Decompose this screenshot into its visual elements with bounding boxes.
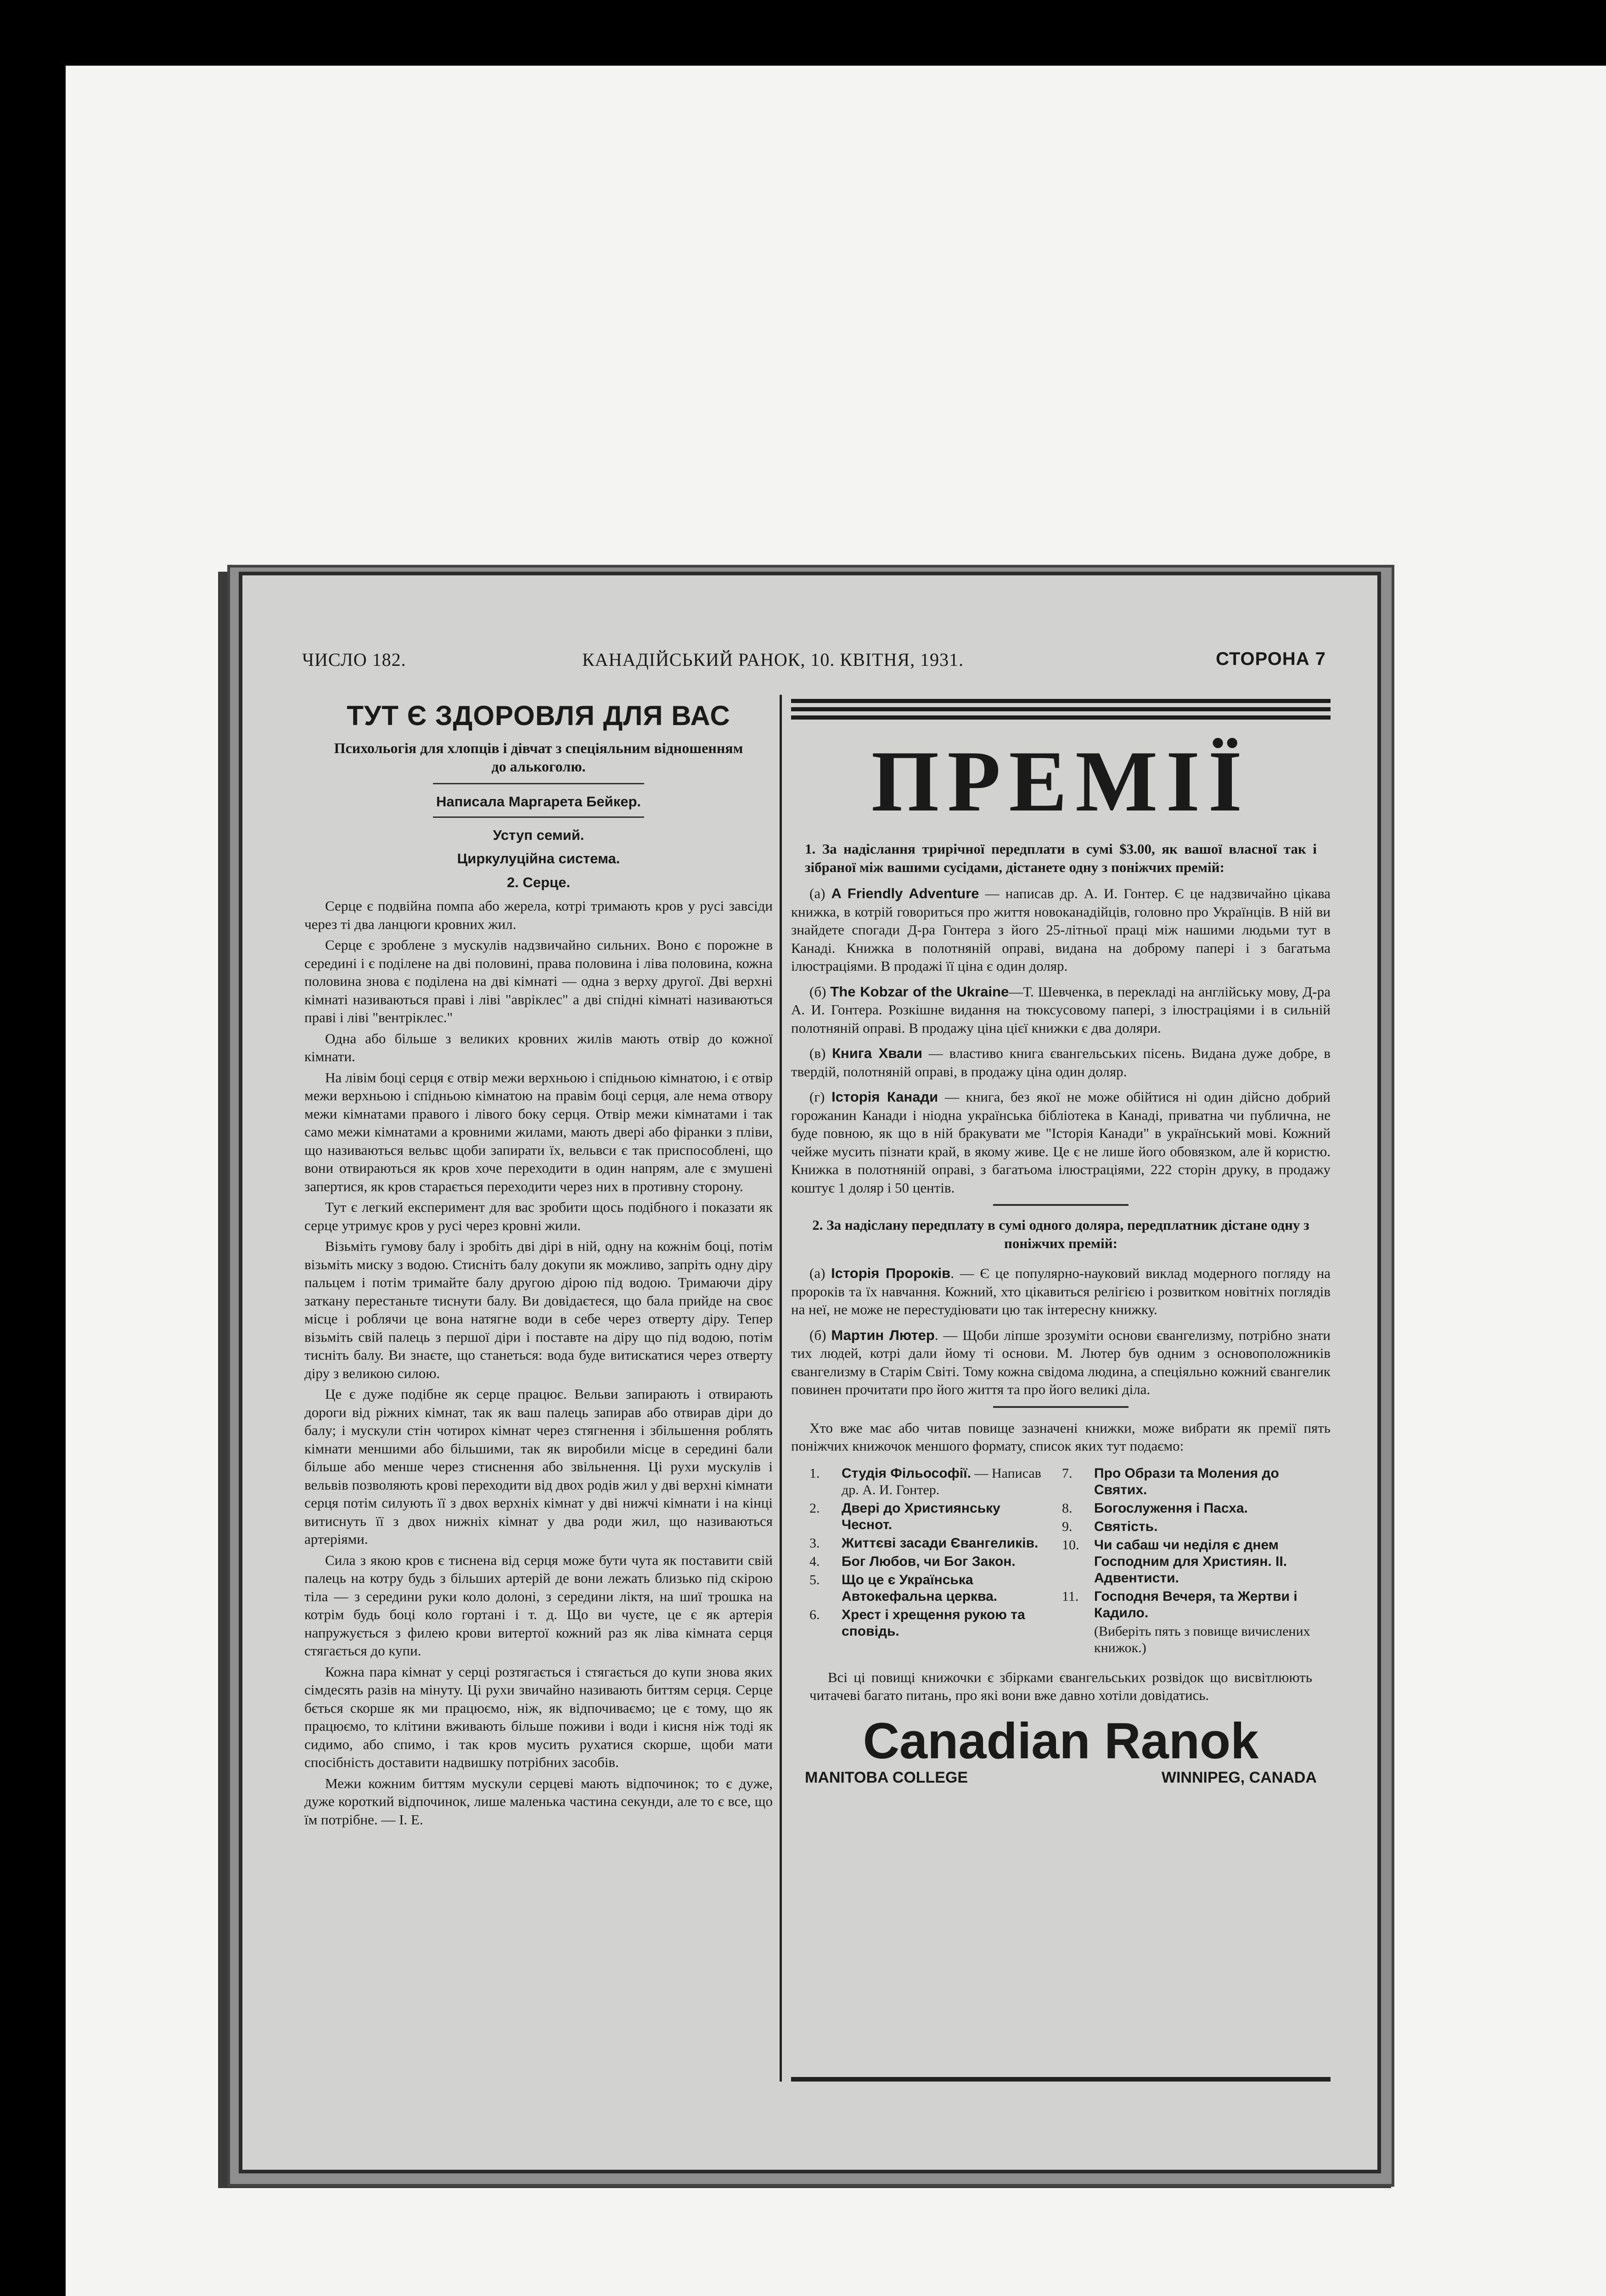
section-rule — [993, 1204, 1129, 1206]
booklet-list-right — [1062, 1465, 1319, 1658]
booklet-list-left — [809, 1465, 1048, 1658]
article-paragraph: Одна або більше з великих кровних жилів мають отвір до кожної кімнати. — [304, 1030, 773, 1064]
column-divider — [780, 695, 782, 2082]
brand-address — [805, 1769, 1317, 1787]
title-rule — [433, 783, 644, 784]
article-paragraph: Кожна пара кімнат у серці розтягається і стягається до купи знова яких сімдесять разів на мінуту. Ці рухи звичайно називають биттям серця. Серце бється скорше як ми працюємо, ніж, як відпочиваємо; це є тому, що як працюємо, то клітини вживають більше поживи і води і кисня ніж тоді як сидимо, або спимо, і так кров мусить рухатися скорше, щоби мати спосібність доставити надвишку потрібних засобів. — [304, 1663, 773, 1770]
list-item: 7. Про Образи та Моления до Святих. — [1062, 1465, 1279, 1497]
article-paragraph: На лівім боці серця є отвір межи верхньою і спідньою кімнатою, і є отвір межи верхньою і спідньою кімнатою на правім боці серця, але нема отвору межи кімнатами правого і лівого боку серця. Отвір межи кімнатами і так само межи кімнатами а кровними жилами, мають двері або фіранки з пліви, що називаються вельвс щоби запирати їх, вельвси є так приспособлені, що вони отвираються як кров хоче переходити в один напрям, але є змушені запертися, як кров старається переходити через них в противну сторону. — [304, 1069, 773, 1194]
list-item: 4. Бог Любов, чи Бог Закон. — [809, 1553, 1016, 1569]
list-item: 1. Студія Фільософії. — Написав др. А. И. Гонтер. — [809, 1465, 1041, 1497]
list-item: 10. Чи сабаш чи неділя є днем Господним для Християн. II. Адвентисти. — [1062, 1537, 1287, 1586]
article-paragraph: Серце є зроблене з мускулів надзвичайно сильних. Воно є порожне в середині і є поділене на дві половині, права половина і ліва половина, кожна половина знова є поділена на дві кімнаті — одна з верху другої. Дві верхні кімнаті називаються праві і ліві "авріклес" а дві спідні кімнаті називаються праві і ліві "вентріклес." — [304, 937, 773, 1025]
ad-lead: 1. За надіслання трирічної передплати в сумі $3.00, як вашої власної так і зібраної між вашими сусідами, дістанете одну з поніжчих премій: — [805, 841, 1317, 875]
article-paragraph: Межи кожним биттям мускули серцеві мають відпочинок; то є дуже, дуже короткий відпочинок, лише маленька частина секунди, але то є все, що їм потрібне. — І. Е. — [304, 1775, 773, 1828]
ad-bottom-rule — [791, 2077, 1331, 2082]
list-item: 8. Богослуження і Пасха. — [1062, 1500, 1248, 1516]
premium-item: (а) Історія Пророків. — Є це популярно-науковий виклад модерного погляду на пророків та їх навчання. Кожний, хто цікавиться релігією і розвитком новітніх поглядів на неї, не може не перестудіювати цю так інтересну книжку. — [791, 1265, 1331, 1317]
article-subsection: Циркулуційна система. — [457, 850, 620, 867]
ad-title: ПРЕМІЇ — [871, 733, 1251, 830]
issue-number: ЧИСЛО 182. — [302, 649, 406, 670]
list-item: 6. Хрест і хрещення рукою та сповідь. — [809, 1607, 1025, 1639]
list-item: 11. Господня Вечеря, та Жертви і Кадило. — [1062, 1588, 1297, 1621]
article-paragraph: Серце є подвійна помпа або жерела, котрі тримають кров у русі завсіди через ті два ланцюги кровних жил. — [304, 898, 773, 932]
page-header — [302, 649, 1326, 681]
list-item: 2. Двері до Християнську Чеснот. — [809, 1500, 1000, 1532]
article-author: Написала Маргарета Бейкер. — [436, 793, 641, 810]
list-item: 9. Святість. — [1062, 1519, 1158, 1534]
address-right: WINNIPEG, CANADA — [1161, 1768, 1317, 1786]
premium-item: (б) Мартин Лютер. — Щоби ліпше зрозуміти основи євангелизму, потрібно знати тих людей, котрі дали йому ті основи. М. Лютер був одним з основоположників євангелизму в Старім Світі. Тому кожна свідома людина, а спеціяльно кожний євангелик повинен прочитати про його життя та про його великі діла. — [791, 1327, 1331, 1397]
article-subtitle: Психольогія для хлопців і дівчат з спеціяльним відношенням до алькоголю. — [334, 740, 743, 775]
list-item: 5. Що це є Українська Автокефальна церква. — [809, 1572, 998, 1604]
ad-closing: Всі ці повищі книжочки є збірками євангельських розвідок що висвітлюють читачеві багато питань, про які вони вже давно хотіли довідатись. — [809, 1669, 1312, 1703]
booklet-list — [809, 1465, 1331, 1658]
booklet-intro: Хто вже має або читав повище зазначені книжки, може вибрати як премії пять поніжчих книжочок меншого формату, список яких тут подаємо: — [791, 1419, 1331, 1454]
list-item: 3. Життєві засади Євангеликів. — [809, 1535, 1039, 1551]
address-left: MANITOBA COLLEGE — [805, 1768, 968, 1786]
article-paragraph: Це є дуже подібне як серце працює. Вельви запирають і отвирають дороги від ріжних кімнат, так як ваш палець запирав або отвирав діри до балу; і мускули стін чотирох кімнат через стягнення і збільшення роблять кімнати меншими або більшими, так як виробили місце в середині бали більше або менше через стиснення або звільнення. Ці рухи мускулів і вельвів позволяють крові переходити від двох родів жил у дві верхні кімнати серця потім силують її з двох верхніх кімнат у дві нижчі кімнати і на кінці витиснуть її з двох нижніх кімнат у два роди жил, що називаються артеріями. — [304, 1386, 773, 1547]
section-rule — [993, 1406, 1129, 1408]
article-section: Уступ семий. — [493, 827, 584, 843]
author-rule — [433, 816, 644, 818]
ad-section-2: 2. За надіслану передплату в сумі одного доляра, передплатник дістане одну з поніжчих премій: — [812, 1217, 1309, 1251]
brand-name: Canadian Ranok — [863, 1712, 1259, 1769]
premium-ad — [791, 697, 1331, 1787]
article-column — [304, 699, 773, 1831]
masthead: КАНАДІЙСЬКИЙ РАНОК, 10. КВІТНЯ, 1931. — [582, 649, 964, 670]
premium-item: (г) Історія Канади — книга, без якої не може обійтися ні один дійсно добрий горожанин Канади і ніодна українська бібліотека в Канаді, приватна чи публична, не буде повною, як що в ній бракувати ме "Історія Канади" в український мові. Кожний чейже мусить пізнати край, в якому живе. Це є не лише його обовязком, але й користю. Книжка в полотняній оправі, з багатьома ілюстраціями, 222 сторін друку, в продажу коштує 1 доляр і 50 центів. — [791, 1089, 1331, 1196]
premium-item: (а) A Friendly Adventure — написав др. А. И. Гонтер. Є це надзвичайно цікава книжка, в котрій говориться про життя новоканадійців, головно про Українців. В ній ви знайдете спогади Д-ра Гонтера з його 25-літньої праці між нашими людьми тут в Канаді. Книжка в полотняній оправі, видана на доброму папері і з багатьма ілюстраціями. В продажі її ціна є один доляр. — [791, 885, 1331, 974]
article-paragraph: Тут є легкий експеримент для вас зробити щось подібного і показати як серце утримує кров у русі через кровні жили. — [304, 1199, 773, 1233]
article-part: 2. Серце. — [507, 874, 570, 890]
article-paragraph: Сила з якою кров є тиснена від серця може бути чута як поставити свій палець на котру будь з більших артерій де вони лежать близько під скірою тіла — з середини руки коло долоні, з середини ліктя, на шиї трошка на котрім будь боці коло гортані і т. д. Що ви чуєте, це є як артерія напружується з филею крови витертої кожний раз як ліва кімната серця стягається до купи. — [304, 1552, 773, 1659]
newspaper-page — [239, 572, 1381, 2173]
page-number: СТОРОНА 7 — [1216, 649, 1326, 669]
premium-item: (б) The Kobzar of the Ukraine—Т. Шевченка, в перекладі на англійську мову, Д-ра А. И. Гонтера. Розкішне видання на тюксусовому папері, з ілюстраціями і в сильній полотняній оправі. В продажу ціна цієї книжки є два доляри. — [791, 983, 1331, 1036]
premium-item: (в) Книга Хвали — властиво книга євангельських пісень. Видана дуже добре, в твердій, полотняній оправі, в продажу ціна один доляр. — [791, 1045, 1331, 1080]
ad-top-rules — [791, 699, 1331, 720]
article-title: ТУТ Є ЗДОРОВЛЯ ДЛЯ ВАС — [347, 700, 730, 731]
article-paragraph: Візьміть гумову балу і зробіть дві дірі в ній, одну на кожнім боці, потім візьміть миску з водою. Стисніть балу докупи як можливо, запріть одну діру пальцем і потім тримайте балу другою дірою під водою. Тримаючи діру заткану перестаньте тиснути балу. Ви довідаєтеся, що бала прийде на своє місце і роблячи це вона натягне води в себе через отверту діру. Тепер візьміть свій палець з першої діри і поставте на діру що під водою, потім тисніть балу. Ви знаєте, що станеться: вода буде витискатися через отверту діру з великою силою. — [304, 1238, 773, 1381]
booklet-note: (Виберіть пять з повище вичислених книжок.) — [1094, 1623, 1310, 1655]
